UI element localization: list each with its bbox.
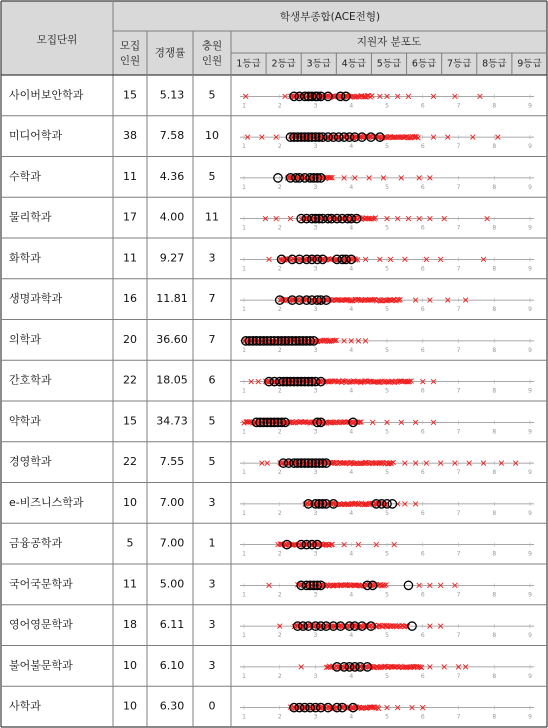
row-axis-tick-label: 7	[456, 672, 461, 680]
row-unit-name: 화학과	[9, 251, 41, 265]
row-axis-tick-label: 8	[492, 632, 497, 640]
row-axis-tick-label: 1	[242, 183, 246, 191]
row-axis-tick-label: 7	[456, 713, 461, 721]
row-axis-tick-label: 9	[528, 346, 532, 354]
row-ratio: 7.55	[159, 455, 185, 469]
row-axis-tick-label: 9	[528, 469, 532, 477]
row-axis-tick-label: 2	[277, 143, 282, 151]
row-axis-tick-label: 4	[349, 632, 354, 640]
applicant-cross-marker	[370, 93, 375, 98]
row-unit-name: 경영학과	[9, 455, 52, 469]
table-row	[9, 128, 534, 150]
row-axis-tick-label: 6	[420, 143, 425, 151]
header-unit-label: 모집단위	[36, 34, 78, 46]
row-axis-tick-label: 4	[349, 224, 354, 232]
header-extra-label: 충원 인원	[201, 40, 223, 67]
row-ratio: 7.00	[159, 536, 185, 550]
row-axis-tick-label: 9	[528, 509, 532, 517]
row-axis-tick-label: 9	[528, 713, 532, 721]
header-quota-label: 모집 인원	[119, 40, 141, 67]
row-quota: 5	[126, 536, 134, 550]
row-extra: 1	[208, 536, 216, 550]
table-row	[9, 87, 534, 109]
row-extra: 3	[208, 251, 216, 265]
row-axis-tick-label: 2	[277, 265, 282, 273]
row-extra: 5	[208, 169, 216, 183]
grade-header-7: 7등급	[447, 58, 472, 70]
row-extra: 3	[208, 577, 216, 591]
row-extra: 7	[208, 332, 216, 346]
row-axis-tick-label: 6	[420, 346, 425, 354]
row-unit-name: 금융공학과	[9, 536, 63, 550]
row-axis-tick-label: 6	[420, 591, 425, 599]
row-axis-tick-label: 5	[385, 509, 389, 517]
row-axis-tick-label: 2	[277, 102, 282, 110]
row-axis-tick-label: 4	[349, 265, 354, 273]
row-axis-tick-label: 3	[313, 672, 318, 680]
row-extra: 3	[208, 495, 216, 509]
row-axis-tick-label: 4	[349, 428, 354, 436]
row-ratio: 7.58	[159, 129, 185, 143]
row-axis-tick-label: 8	[492, 428, 497, 436]
row-axis-tick-label: 4	[349, 183, 354, 191]
row-unit-name: 사학과	[9, 699, 41, 713]
row-axis-tick-label: 8	[492, 102, 497, 110]
row-axis-tick-label: 4	[349, 143, 354, 151]
row-unit-name: 국어국문학과	[9, 577, 73, 591]
row-quota: 22	[123, 373, 137, 387]
row-axis-tick-label: 4	[349, 102, 354, 110]
header-ratio-label: 경쟁률	[154, 47, 186, 59]
row-extra: 5	[208, 455, 216, 469]
row-extra: 11	[205, 210, 219, 224]
row-axis-tick-label: 1	[242, 428, 246, 436]
row-unit-name: 간호학과	[9, 373, 52, 387]
row-unit-name: 생명과학과	[9, 292, 63, 306]
row-axis-tick-label: 6	[420, 713, 425, 721]
row-extra: 3	[208, 658, 216, 672]
row-axis-tick-label: 8	[492, 143, 497, 151]
row-ratio: 4.36	[159, 169, 185, 183]
row-unit-name: 의학과	[9, 332, 41, 346]
row-axis-tick-label: 1	[242, 306, 246, 314]
grade-header-5: 5등급	[376, 58, 402, 70]
row-axis-tick-label: 1	[242, 713, 246, 721]
row-axis-tick-label: 6	[420, 428, 425, 436]
row-axis-tick-label: 5	[385, 224, 389, 232]
grade-header-8: 8등급	[482, 58, 507, 70]
row-ratio: 36.60	[156, 332, 188, 346]
row-axis-tick-label: 3	[313, 469, 318, 477]
row-axis-tick-label: 7	[456, 143, 461, 151]
row-axis-tick-label: 9	[528, 224, 532, 232]
row-axis-tick-label: 1	[242, 387, 246, 395]
row-axis-tick-label: 7	[456, 469, 461, 477]
table-row	[9, 699, 534, 721]
row-axis-tick-label: 7	[456, 346, 461, 354]
row-quota: 10	[123, 658, 137, 672]
table-row	[9, 250, 534, 272]
row-axis-tick-label: 4	[349, 469, 354, 477]
row-axis-tick-label: 3	[313, 224, 318, 232]
row-unit-name: 수학과	[9, 169, 41, 183]
row-axis-tick-label: 2	[277, 183, 282, 191]
row-ratio: 6.10	[159, 658, 185, 672]
row-axis-tick-label: 6	[420, 224, 425, 232]
row-unit-name: 영어영문학과	[9, 618, 73, 632]
header-quota-cell	[113, 31, 147, 75]
row-axis-tick-label: 9	[528, 102, 532, 110]
row-extra: 5	[208, 414, 216, 428]
row-extra: 6	[208, 373, 216, 387]
table-row	[9, 658, 534, 680]
header-group-label: 학생부종합(ACE전형)	[279, 11, 381, 23]
row-axis-tick-label: 2	[277, 224, 282, 232]
row-unit-name: 미디어학과	[9, 129, 63, 143]
row-axis-tick-label: 3	[313, 509, 318, 517]
row-quota: 11	[123, 169, 137, 183]
row-axis-tick-label: 3	[313, 346, 318, 354]
row-axis-tick-label: 2	[277, 550, 282, 558]
row-quota: 17	[123, 210, 137, 224]
row-axis-tick-label: 5	[385, 143, 389, 151]
row-axis-tick-label: 4	[349, 509, 354, 517]
table-row	[9, 413, 534, 435]
row-ratio: 11.81	[156, 292, 188, 306]
row-axis-tick-label: 5	[385, 632, 389, 640]
row-axis-tick-label: 8	[492, 265, 497, 273]
row-axis-tick-label: 3	[313, 387, 318, 395]
row-axis-tick-label: 3	[313, 306, 318, 314]
row-axis-tick-label: 5	[385, 469, 389, 477]
table-row	[9, 169, 534, 191]
row-axis-tick-label: 4	[349, 713, 354, 721]
grade-header-6: 6등급	[411, 58, 437, 70]
row-axis-tick-label: 4	[349, 550, 354, 558]
row-axis-tick-label: 5	[385, 387, 389, 395]
row-axis-tick-label: 2	[277, 428, 282, 436]
table-row	[9, 536, 534, 558]
row-axis-tick-label: 9	[528, 387, 532, 395]
row-axis-tick-label: 5	[385, 346, 389, 354]
row-axis-tick-label: 3	[313, 591, 318, 599]
row-axis-tick-label: 1	[242, 224, 246, 232]
row-axis-tick-label: 7	[456, 224, 461, 232]
row-axis-tick-label: 8	[492, 346, 497, 354]
grade-header-9: 9등급	[517, 58, 542, 70]
table-row	[9, 210, 534, 232]
row-quota: 22	[123, 455, 137, 469]
row-axis-tick-label: 7	[456, 550, 461, 558]
row-extra: 7	[208, 292, 216, 306]
row-axis-tick-label: 4	[349, 387, 354, 395]
row-axis-tick-label: 9	[528, 143, 532, 151]
row-axis-tick-label: 7	[456, 387, 461, 395]
row-axis-tick-label: 3	[313, 713, 318, 721]
row-axis-tick-label: 8	[492, 591, 497, 599]
row-axis-tick-label: 4	[349, 306, 354, 314]
row-unit-name: 불어불문학과	[9, 658, 73, 672]
row-ratio: 7.00	[159, 495, 185, 509]
grade-header-2: 2등급	[271, 58, 296, 70]
row-quota: 15	[123, 414, 137, 428]
row-axis-tick-label: 9	[528, 550, 532, 558]
row-ratio: 4.00	[159, 210, 185, 224]
row-axis-tick-label: 7	[456, 265, 461, 273]
row-axis-tick-label: 1	[242, 143, 246, 151]
row-quota: 10	[123, 699, 137, 713]
row-axis-tick-label: 5	[385, 591, 389, 599]
row-axis-tick-label: 1	[242, 672, 246, 680]
row-axis-tick-label: 3	[313, 550, 318, 558]
row-axis-tick-label: 1	[242, 265, 246, 273]
row-quota: 10	[123, 495, 137, 509]
row-axis-tick-label: 5	[385, 550, 389, 558]
row-axis-tick-label: 7	[456, 591, 461, 599]
row-axis-tick-label: 9	[528, 306, 532, 314]
row-axis-tick-label: 8	[492, 183, 497, 191]
row-axis-tick-label: 4	[349, 346, 354, 354]
row-axis-tick-label: 2	[277, 591, 282, 599]
row-axis-tick-label: 2	[277, 469, 282, 477]
row-axis-tick-label: 3	[313, 102, 318, 110]
row-axis-tick-label: 6	[420, 672, 425, 680]
row-unit-name: e-비즈니스학과	[9, 495, 84, 509]
row-axis-tick-label: 5	[385, 713, 389, 721]
row-ratio: 9.27	[159, 251, 185, 265]
row-axis-tick-label: 5	[385, 306, 389, 314]
row-extra: 5	[208, 88, 216, 102]
row-unit-name: 물리학과	[9, 210, 52, 224]
row-axis-tick-label: 9	[528, 265, 532, 273]
row-axis-tick-label: 1	[242, 591, 246, 599]
row-axis-tick-label: 5	[385, 102, 389, 110]
row-axis-tick-label: 6	[420, 183, 425, 191]
row-extra: 3	[208, 618, 216, 632]
row-axis-tick-label: 1	[242, 550, 246, 558]
row-axis-tick-label: 6	[420, 265, 425, 273]
row-axis-tick-label: 3	[313, 428, 318, 436]
row-axis-tick-label: 7	[456, 428, 461, 436]
row-axis-tick-label: 1	[242, 102, 246, 110]
row-axis-tick-label: 8	[492, 550, 497, 558]
row-ratio: 18.05	[156, 373, 188, 387]
grade-header-4: 4등급	[341, 58, 367, 70]
row-axis-tick-label: 5	[385, 672, 389, 680]
row-axis-tick-label: 1	[242, 346, 246, 354]
row-axis-tick-label: 3	[313, 632, 318, 640]
row-axis-tick-label: 2	[277, 509, 282, 517]
row-axis-tick-label: 9	[528, 428, 532, 436]
row-axis-tick-label: 3	[313, 183, 318, 191]
row-ratio: 34.73	[156, 414, 188, 428]
row-axis-tick-label: 9	[528, 183, 532, 191]
header-extra-cell	[193, 31, 231, 75]
row-axis-tick-label: 2	[277, 387, 282, 395]
row-axis-tick-label: 8	[492, 672, 497, 680]
row-axis-tick-label: 2	[277, 672, 282, 680]
row-unit-name: 약학과	[9, 414, 41, 428]
row-axis-tick-label: 9	[528, 632, 532, 640]
row-axis-tick-label: 6	[420, 550, 425, 558]
row-axis-tick-label: 2	[277, 632, 282, 640]
row-axis-tick-label: 8	[492, 469, 497, 477]
row-quota: 11	[123, 251, 137, 265]
row-quota: 15	[123, 88, 137, 102]
row-axis-tick-label: 7	[456, 102, 461, 110]
row-unit-name: 사이버보안학과	[9, 88, 84, 102]
row-axis-tick-label: 6	[420, 632, 425, 640]
table-row	[9, 454, 534, 476]
row-axis-tick-label: 8	[492, 306, 497, 314]
row-axis-tick-label: 8	[492, 387, 497, 395]
row-extra: 0	[208, 699, 216, 713]
row-axis-tick-label: 4	[349, 591, 354, 599]
row-axis-tick-label: 8	[492, 713, 497, 721]
row-axis-tick-label: 1	[242, 632, 246, 640]
row-axis-tick-label: 3	[313, 265, 318, 273]
row-quota: 38	[123, 129, 137, 143]
table-row	[9, 617, 534, 639]
row-axis-tick-label: 3	[313, 143, 318, 151]
table-row	[9, 291, 534, 313]
row-axis-tick-label: 8	[492, 224, 497, 232]
row-axis-tick-label: 7	[456, 632, 461, 640]
row-quota: 11	[123, 577, 137, 591]
row-axis-tick-label: 1	[242, 509, 246, 517]
header-dist-label: 지원자 분포도	[356, 36, 422, 48]
row-axis-tick-label: 7	[456, 509, 461, 517]
table-row	[9, 576, 534, 598]
row-axis-tick-label: 6	[420, 102, 425, 110]
grade-header-1: 1등급	[236, 58, 261, 70]
table-row	[9, 373, 534, 395]
grade-header-3: 3등급	[306, 58, 331, 70]
table-row	[9, 332, 534, 354]
row-ratio: 5.00	[159, 577, 185, 591]
row-axis-tick-label: 8	[492, 509, 497, 517]
row-quota: 20	[123, 332, 137, 346]
row-axis-tick-label: 7	[456, 306, 461, 314]
row-ratio: 6.30	[159, 699, 185, 713]
row-ratio: 5.13	[159, 88, 185, 102]
row-quota: 16	[123, 292, 137, 306]
row-axis-tick-label: 6	[420, 306, 425, 314]
row-axis-tick-label: 2	[277, 346, 282, 354]
row-axis-tick-label: 1	[242, 469, 246, 477]
row-axis-tick-label: 2	[277, 713, 282, 721]
row-ratio: 6.11	[159, 618, 185, 632]
row-axis-tick-label: 4	[349, 672, 354, 680]
row-axis-tick-label: 5	[385, 265, 389, 273]
row-extra: 10	[205, 129, 219, 143]
row-axis-tick-label: 9	[528, 672, 532, 680]
row-axis-tick-label: 7	[456, 183, 461, 191]
row-axis-tick-label: 6	[420, 387, 425, 395]
row-axis-tick-label: 5	[385, 428, 389, 436]
row-axis-tick-label: 5	[385, 183, 389, 191]
row-quota: 18	[123, 618, 137, 632]
table-row	[9, 495, 534, 517]
row-axis-tick-label: 6	[420, 509, 425, 517]
row-axis-tick-label: 9	[528, 591, 532, 599]
row-axis-tick-label: 2	[277, 306, 282, 314]
row-axis-tick-label: 6	[420, 469, 425, 477]
